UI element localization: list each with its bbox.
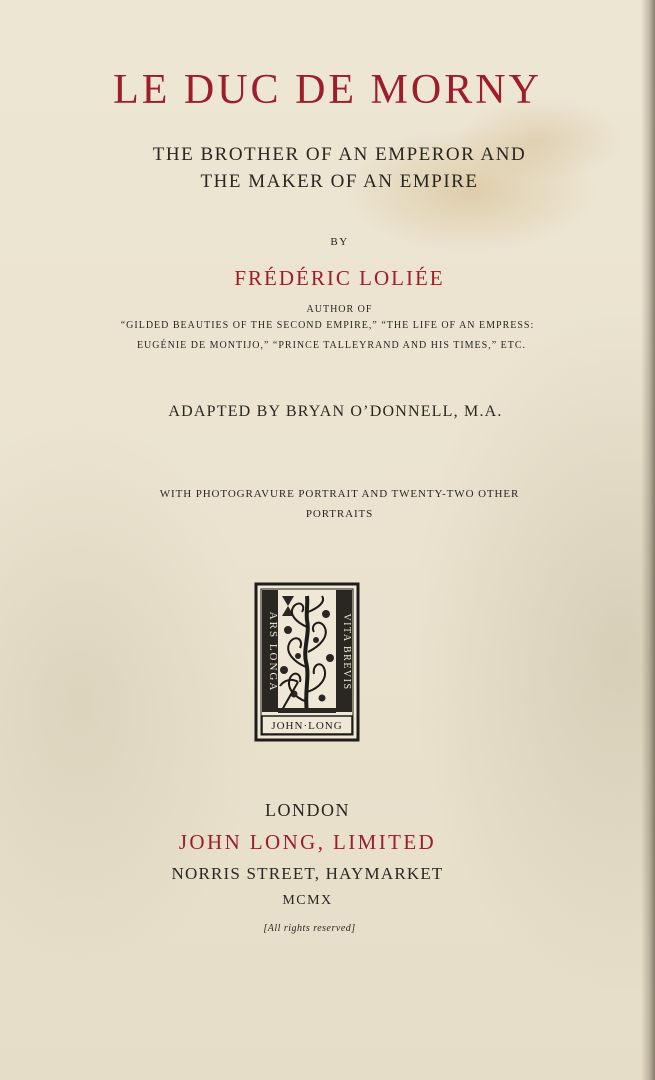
subtitle-line-2: THE MAKER OF AN EMPIRE <box>200 171 479 192</box>
other-works-line-2: EUGÉNIE DE MONTIJO,” “PRINCE TALLEYRAND AND HIS TIMES,” ETC. <box>136 340 527 351</box>
illustrations-line-1: WITH PHOTOGRAVURE PORTRAIT AND TWENTY-TWO OTHER <box>159 488 520 500</box>
imprint-year: MCMX <box>282 893 333 908</box>
illustrations-line-2: PORTRAITS <box>305 508 374 520</box>
other-works-line-1: “GILDED BEAUTIES OF THE SECOND EMPIRE,” “THE LIFE OF AN EMPRESS: <box>120 320 535 331</box>
imprint-rights: [All rights reserved] <box>263 923 356 934</box>
subtitle-line-1: THE BROTHER OF AN EMPEROR AND <box>152 144 527 165</box>
book-title: LE DUC DE MORNY <box>113 67 542 113</box>
adapter-credit: ADAPTED BY BRYAN O’DONNELL, M.A. <box>168 403 503 420</box>
author-name: FRÉDÉRIC LOLIÉE <box>234 266 445 290</box>
imprint-publisher: JOHN LONG, LIMITED <box>178 830 437 854</box>
author-of-label: AUTHOR OF <box>306 304 373 315</box>
emblem-left-motto: ARS LONGA <box>267 611 279 693</box>
emblem-right-motto: VITA BREVIS <box>341 613 352 691</box>
imprint-address: NORRIS STREET, HAYMARKET <box>171 864 444 883</box>
imprint-city: LONDON <box>265 800 350 820</box>
emblem-publisher-name: JOHN·LONG <box>271 720 343 732</box>
publisher-device-emblem <box>254 582 360 742</box>
by-label: BY <box>330 236 349 248</box>
